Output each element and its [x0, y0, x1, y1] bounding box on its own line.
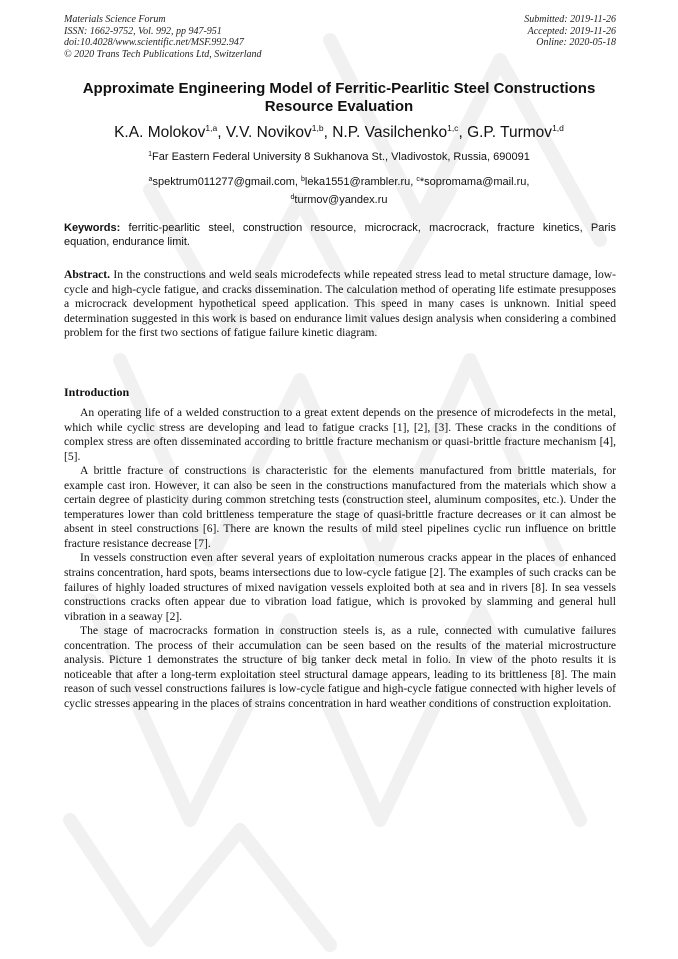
author-name: G.P. Turmov — [467, 124, 553, 141]
author-name: N.P. Vasilchenko — [332, 124, 448, 141]
abstract — [64, 268, 616, 341]
title-line-1: Approximate Engineering Model of Ferritic-Pearlitic Steel Constructions — [82, 80, 596, 97]
affiliation-text: Far Eastern Federal University 8 Sukhanova St., Vladivostok, Russia, 690091 — [152, 151, 530, 163]
email-link: turmov@yandex.ru — [294, 194, 388, 206]
email-link: leka1551@rambler.ru, — [304, 176, 417, 188]
online-date: Online: 2020-05-18 — [536, 37, 616, 48]
affiliation — [40, 151, 638, 163]
header-left — [64, 14, 262, 60]
abstract-label: Abstract. — [64, 268, 111, 281]
email-link: *sopromama@mail.ru, — [419, 176, 530, 188]
issn: ISSN: 1662-9752, Vol. 992, pp 947-951 — [64, 25, 222, 37]
abstract-text: In the constructions and weld seals microdefects while repeated stress lead to metal structure damage, low-cycle and high-cycle fatigue, and cracks dissemination. The calculation method of operating life estimate presupposes a microcrack development hypothetical speed application. This speed in many cases is unknown. Initial speed determination suggested in this work is based on endurance limit values design analysis when considering a combined problem for the first two sections of fatigue failure kinetic diagram. — [64, 268, 616, 340]
submitted-date: Submitted: 2019-11-26 — [524, 14, 616, 25]
section-heading-introduction: Introduction — [64, 385, 130, 399]
title-line-2: Resource Evaluation — [264, 98, 414, 115]
body-paragraph: An operating life of a welded construction to a great extent depends on the presence of microdefects in the metal, which while cyclic stress are developing and lead to fatigue cracks [1], [2], [3]. These cracks in the conditions of complex stress are often disseminated according to brittle fracture mechanism or quasi-brittle fracture mechanism [4], [5]. — [64, 406, 616, 463]
keywords-label: Keywords: — [64, 222, 121, 234]
accepted-date: Accepted: 2019-11-26 — [527, 25, 616, 37]
author-emails — [90, 172, 588, 208]
author-name: K.A. Molokov — [114, 124, 206, 141]
copyright: © 2020 Trans Tech Publications Ltd, Switzerland — [64, 48, 262, 60]
header-right — [524, 14, 616, 49]
author-superscript: 1,a — [205, 123, 218, 133]
journal-name: Materials Science Forum — [64, 14, 166, 25]
paper-title — [50, 80, 628, 116]
keywords — [64, 221, 616, 249]
doi: doi:10.4028/www.scientific.net/MSF.992.947 — [64, 37, 244, 48]
author-superscript: 1,d — [552, 123, 564, 133]
keywords-text: ferritic-pearlitic steel, construction resource, microcrack, macrocrack, fracture kinetics, Paris equation, endurance limit. — [64, 222, 616, 248]
email-superscript: d — [290, 194, 295, 201]
body-paragraph: The stage of macrocracks formation in construction steels is, as a rule, connected with cumulative failures concentration. The process of their accumulation can be seen based on the results of the material microstructure analysis. Picture 1 demonstrates the structure of big tanker deck metal in folio. In view of the photo results it is noticeable that after a long-term exploitation steel structural damage appears, leading to its brittleness [8]. The main reason of such vessel constructions failures is low-cycle fatigue and high-cycle fatigue connected with higher levels of cyclic stresses appearing in the places of strains concentration in hard weather conditions of construction exploitation. — [64, 624, 616, 710]
email-superscript: c — [416, 176, 420, 183]
email-superscript: a — [148, 176, 153, 183]
author-name: V.V. Novikov — [225, 124, 312, 141]
author-list: K.A. Molokov$^{1,a}$, V.V. Novikov$^{1,b}$, N.P. Vasilchenko$^{1,c}$, G.P. Turmov$^{1,d}$ — [114, 123, 564, 141]
author-superscript: 1,c — [447, 123, 459, 133]
author-superscript: 1,b — [311, 123, 324, 133]
body-paragraph: In vessels construction even after several years of exploitation numerous cracks appear in the places of enhanced strains concentration, hard spots, beams intersections due to low-cycle fatigue [2]. The examples of such cracks can be failures of highly loaded structures of mixed navigation vessels exploited both at sea and in rivers [8]. In sea vessels constructions cracks often appear due to vibration load fatigue, which is provoked by slamming and general hull vibration in a seaway [2]. — [64, 551, 616, 623]
email-superscript: b — [300, 176, 305, 183]
body-paragraph: A brittle fracture of constructions is characteristic for the elements manufactured from brittle materials, for example cast iron. However, it can also be seen in the constructions manufactured from the materials which show a certain degree of plasticity during common stretching tests (construction steel, aluminum composites, etc.). Under the temperatures lower than cold brittleness temperature the stage of quasi-brittle fracture decreases or it can almost be absent in steel constructions [6]. There are known the results of mild steel pipelines cyclic run influence on brittle fracture resistance decrease [7]. — [64, 464, 616, 550]
affiliation-superscript: 1 — [148, 151, 153, 158]
email-link: spektrum011277@gmail.com, — [152, 176, 301, 188]
introduction-body — [64, 406, 616, 711]
